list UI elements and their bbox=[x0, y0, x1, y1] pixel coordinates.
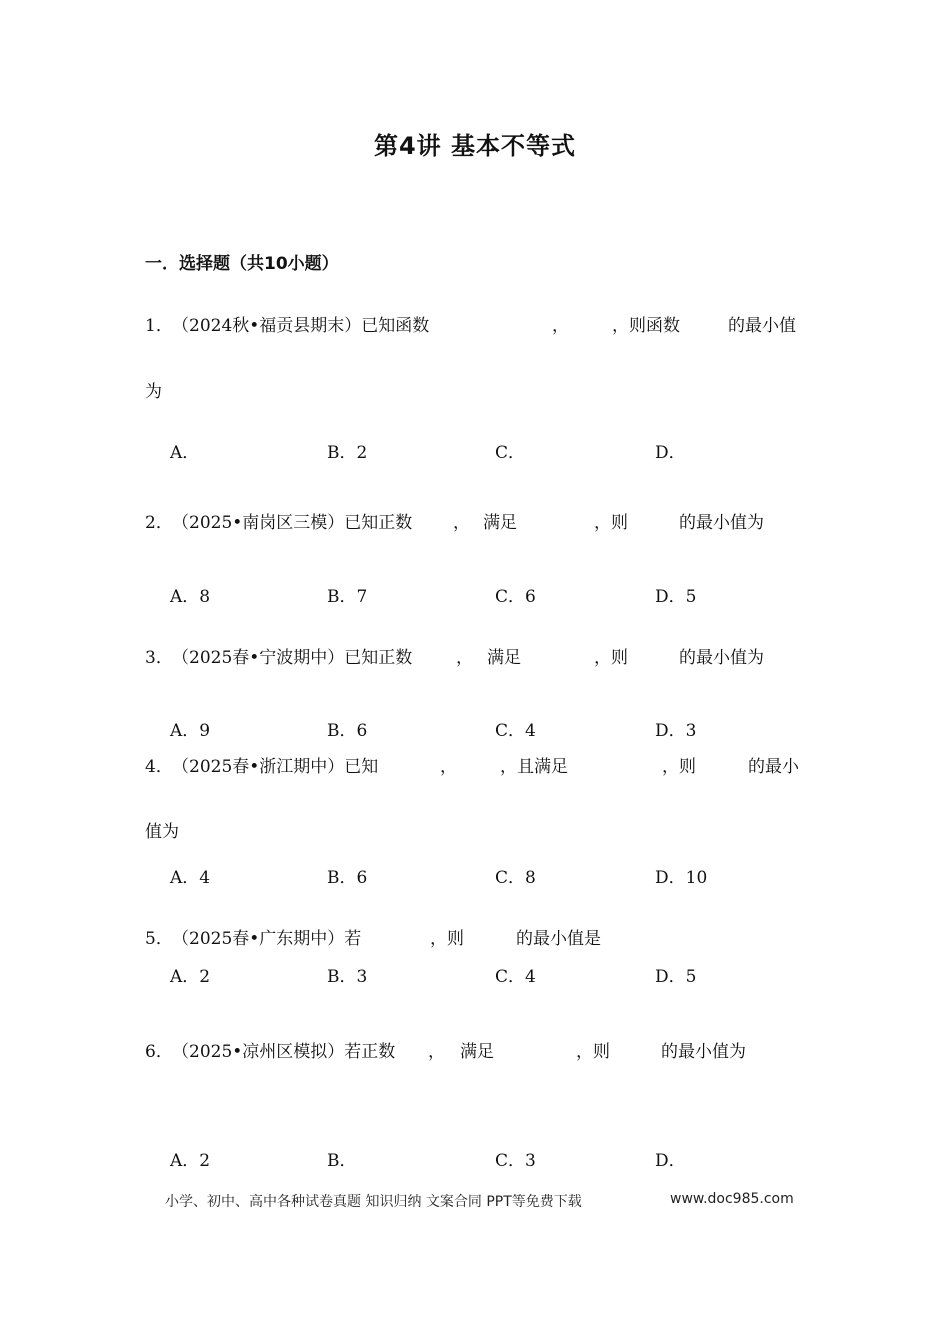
question-3-text-c: 满足 bbox=[487, 648, 521, 668]
question-1-option-b: B．2 bbox=[327, 443, 368, 463]
question-3-option-d: D．3 bbox=[655, 721, 697, 741]
question-1-number: 1． bbox=[145, 316, 173, 336]
question-5-text-b: ，则 bbox=[430, 929, 464, 949]
question-5-number: 5． bbox=[145, 929, 173, 949]
question-5-option-a: A．2 bbox=[170, 967, 211, 987]
question-5-option-c: C．4 bbox=[495, 967, 536, 987]
question-6-text-c: 满足 bbox=[460, 1042, 494, 1062]
question-6-number: 6． bbox=[145, 1042, 173, 1062]
question-1-option-d: D． bbox=[655, 443, 686, 463]
question-3-text-a: （2025春•宁波期中）已知正数 bbox=[172, 648, 413, 668]
question-2-option-d: D．5 bbox=[655, 587, 697, 607]
question-2-text-d: ，则 bbox=[594, 513, 628, 533]
question-6-option-b: B． bbox=[327, 1151, 357, 1171]
section-heading: 一．选择题（共10小题） bbox=[145, 254, 339, 274]
question-4-option-a: A．4 bbox=[170, 868, 211, 888]
question-5-option-d: D．5 bbox=[655, 967, 697, 987]
question-6-option-a: A．2 bbox=[170, 1151, 211, 1171]
question-3-option-a: A．9 bbox=[170, 721, 211, 741]
question-6-text-b: ， bbox=[428, 1042, 445, 1062]
question-6-option-d: D． bbox=[655, 1151, 686, 1171]
question-2-option-c: C．6 bbox=[495, 587, 536, 607]
question-6-text-a: （2025•凉州区模拟）若正数 bbox=[172, 1042, 396, 1062]
question-6-option-c: C．3 bbox=[495, 1151, 536, 1171]
question-3-option-b: B．6 bbox=[327, 721, 368, 741]
question-4-text-a: （2025春•浙江期中）已知 bbox=[172, 757, 379, 777]
question-4-option-d: D．10 bbox=[655, 868, 708, 888]
question-2-text-b: ， bbox=[453, 513, 470, 533]
question-6-text-e: 的最小值为 bbox=[661, 1042, 746, 1062]
question-4-text-d: ，则 bbox=[662, 757, 696, 777]
footer-text: 小学、初中、高中各种试卷真题 知识归纳 文案合同 PPT等免费下载 bbox=[165, 1194, 582, 1210]
question-2-option-b: B．7 bbox=[327, 587, 368, 607]
question-4-option-b: B．6 bbox=[327, 868, 368, 888]
question-1-text-cont: 为 bbox=[145, 382, 162, 402]
question-5-text-c: 的最小值是 bbox=[516, 929, 601, 949]
footer-url[interactable]: www.doc985.com bbox=[670, 1191, 794, 1207]
question-2-text-a: （2025•南岗区三模）已知正数 bbox=[172, 513, 413, 533]
question-3-text-e: 的最小值为 bbox=[679, 648, 764, 668]
question-4-text-b: ， bbox=[440, 757, 457, 777]
question-3-number: 3． bbox=[145, 648, 173, 668]
question-2-number: 2． bbox=[145, 513, 173, 533]
question-1-text-a: （2024秋•福贡县期末）已知函数 bbox=[172, 316, 430, 336]
question-2-option-a: A．8 bbox=[170, 587, 211, 607]
question-1-text-c: ，则函数 bbox=[612, 316, 680, 336]
question-2-text-e: 的最小值为 bbox=[679, 513, 764, 533]
question-6-text-d: ，则 bbox=[576, 1042, 610, 1062]
question-3-option-c: C．4 bbox=[495, 721, 536, 741]
question-1-option-c: C． bbox=[495, 443, 526, 463]
question-3-text-d: ，则 bbox=[594, 648, 628, 668]
question-2-text-c: 满足 bbox=[483, 513, 517, 533]
question-4-text-e: 的最小 bbox=[748, 757, 799, 777]
question-3-text-b: ， bbox=[456, 648, 473, 668]
page-title: 第4讲 基本不等式 bbox=[373, 132, 577, 160]
question-1-text-d: 的最小值 bbox=[728, 316, 796, 336]
question-1-option-a: A． bbox=[170, 443, 200, 463]
question-4-option-c: C．8 bbox=[495, 868, 536, 888]
question-4-text-cont: 值为 bbox=[145, 822, 179, 842]
question-4-number: 4． bbox=[145, 757, 173, 777]
question-4-text-c: ，且满足 bbox=[500, 757, 568, 777]
question-5-text-a: （2025春•广东期中）若 bbox=[172, 929, 362, 949]
question-5-option-b: B．3 bbox=[327, 967, 368, 987]
question-1-text-b: ， bbox=[552, 316, 569, 336]
